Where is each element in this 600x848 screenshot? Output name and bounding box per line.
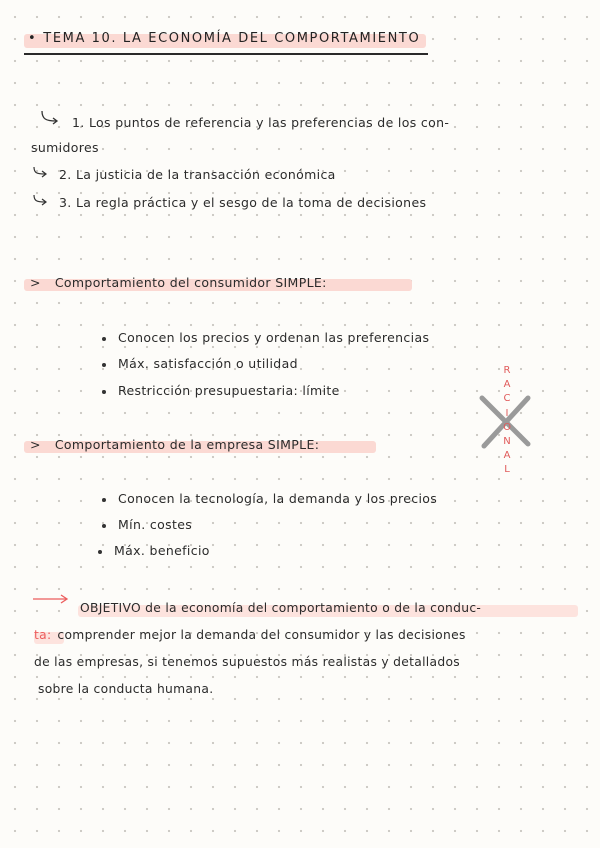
topic-item-2 [31,165,336,182]
title-bullet: • [28,31,38,46]
vertical-letter: N [503,436,511,448]
topic-text: sumidores [31,140,99,155]
topic-text: 2. La justicia de la transacción económica [59,167,336,182]
vertical-letter: L [504,464,510,476]
list-item-text: Máx. beneficio [114,543,210,558]
objective-label: OBJETIVO de la economía del comportamiento o de la conduc- [80,601,482,615]
topic-item-1-cont [31,140,99,155]
list-bullet [102,524,106,528]
list-bullet [102,390,106,394]
objective-line-2: de las empresas, si tenemos supuestos más realistas y detallados [34,655,460,669]
title-text: TEMA 10. LA ECONOMÍA DEL COMPORTAMIENTO [43,31,421,46]
list-item-text: Máx. satisfacción o utilidad [118,356,298,371]
vertical-letter: C [503,393,511,405]
list-bullet [98,550,102,554]
objective-line-1 [34,628,579,642]
topic-text: 3. La regla práctica y el sesgo de la toma de decisiones [59,195,427,210]
consumer-item-2 [102,356,298,371]
section-firm-heading [30,437,319,452]
section-consumer-heading [30,275,327,290]
page-title [28,31,420,46]
section-heading-text: Comportamiento del consumidor SIMPLE: [54,275,327,290]
objective-label-cont: ta: [34,628,52,642]
long-arrow-icon [32,592,70,606]
vertical-letter: R [503,365,511,376]
vertical-letter: A [503,379,511,391]
curved-arrow-icon [31,165,51,182]
curved-arrow-icon [31,193,51,210]
firm-item-2 [102,517,192,532]
vertical-letter: O [503,421,511,433]
consumer-item-3 [102,383,340,398]
vertical-letter: I [505,407,509,419]
topic-item-1 [38,109,449,130]
consumer-item-1 [102,330,429,345]
objective-text: comprender mejor la demanda del consumidor y las decisiones [57,628,466,642]
topic-item-3 [31,193,426,210]
firm-item-1 [102,491,437,506]
list-bullet [102,498,106,502]
list-item-text: Mín. costes [118,517,193,532]
objective-line-3: sobre la conducta humana. [38,682,214,696]
section-marker: > [30,437,41,452]
section-heading-text: Comportamiento de la empresa SIMPLE: [54,437,320,452]
firm-item-3 [98,543,210,558]
vertical-word-racional [500,364,514,478]
vertical-letter: A [503,450,511,462]
curved-arrow-icon [38,109,64,130]
topic-text: 1. Los puntos de referencia y las preferencias de los con- [72,115,450,130]
section-marker: > [30,275,41,290]
list-bullet [102,337,106,341]
list-bullet [102,363,106,367]
list-item-text: Conocen la tecnología, la demanda y los precios [118,491,438,506]
title-underline [24,53,428,55]
list-item-text: Restricción presupuestaria: límite [118,383,340,398]
list-item-text: Conocen los precios y ordenan las preferencias [118,330,430,345]
